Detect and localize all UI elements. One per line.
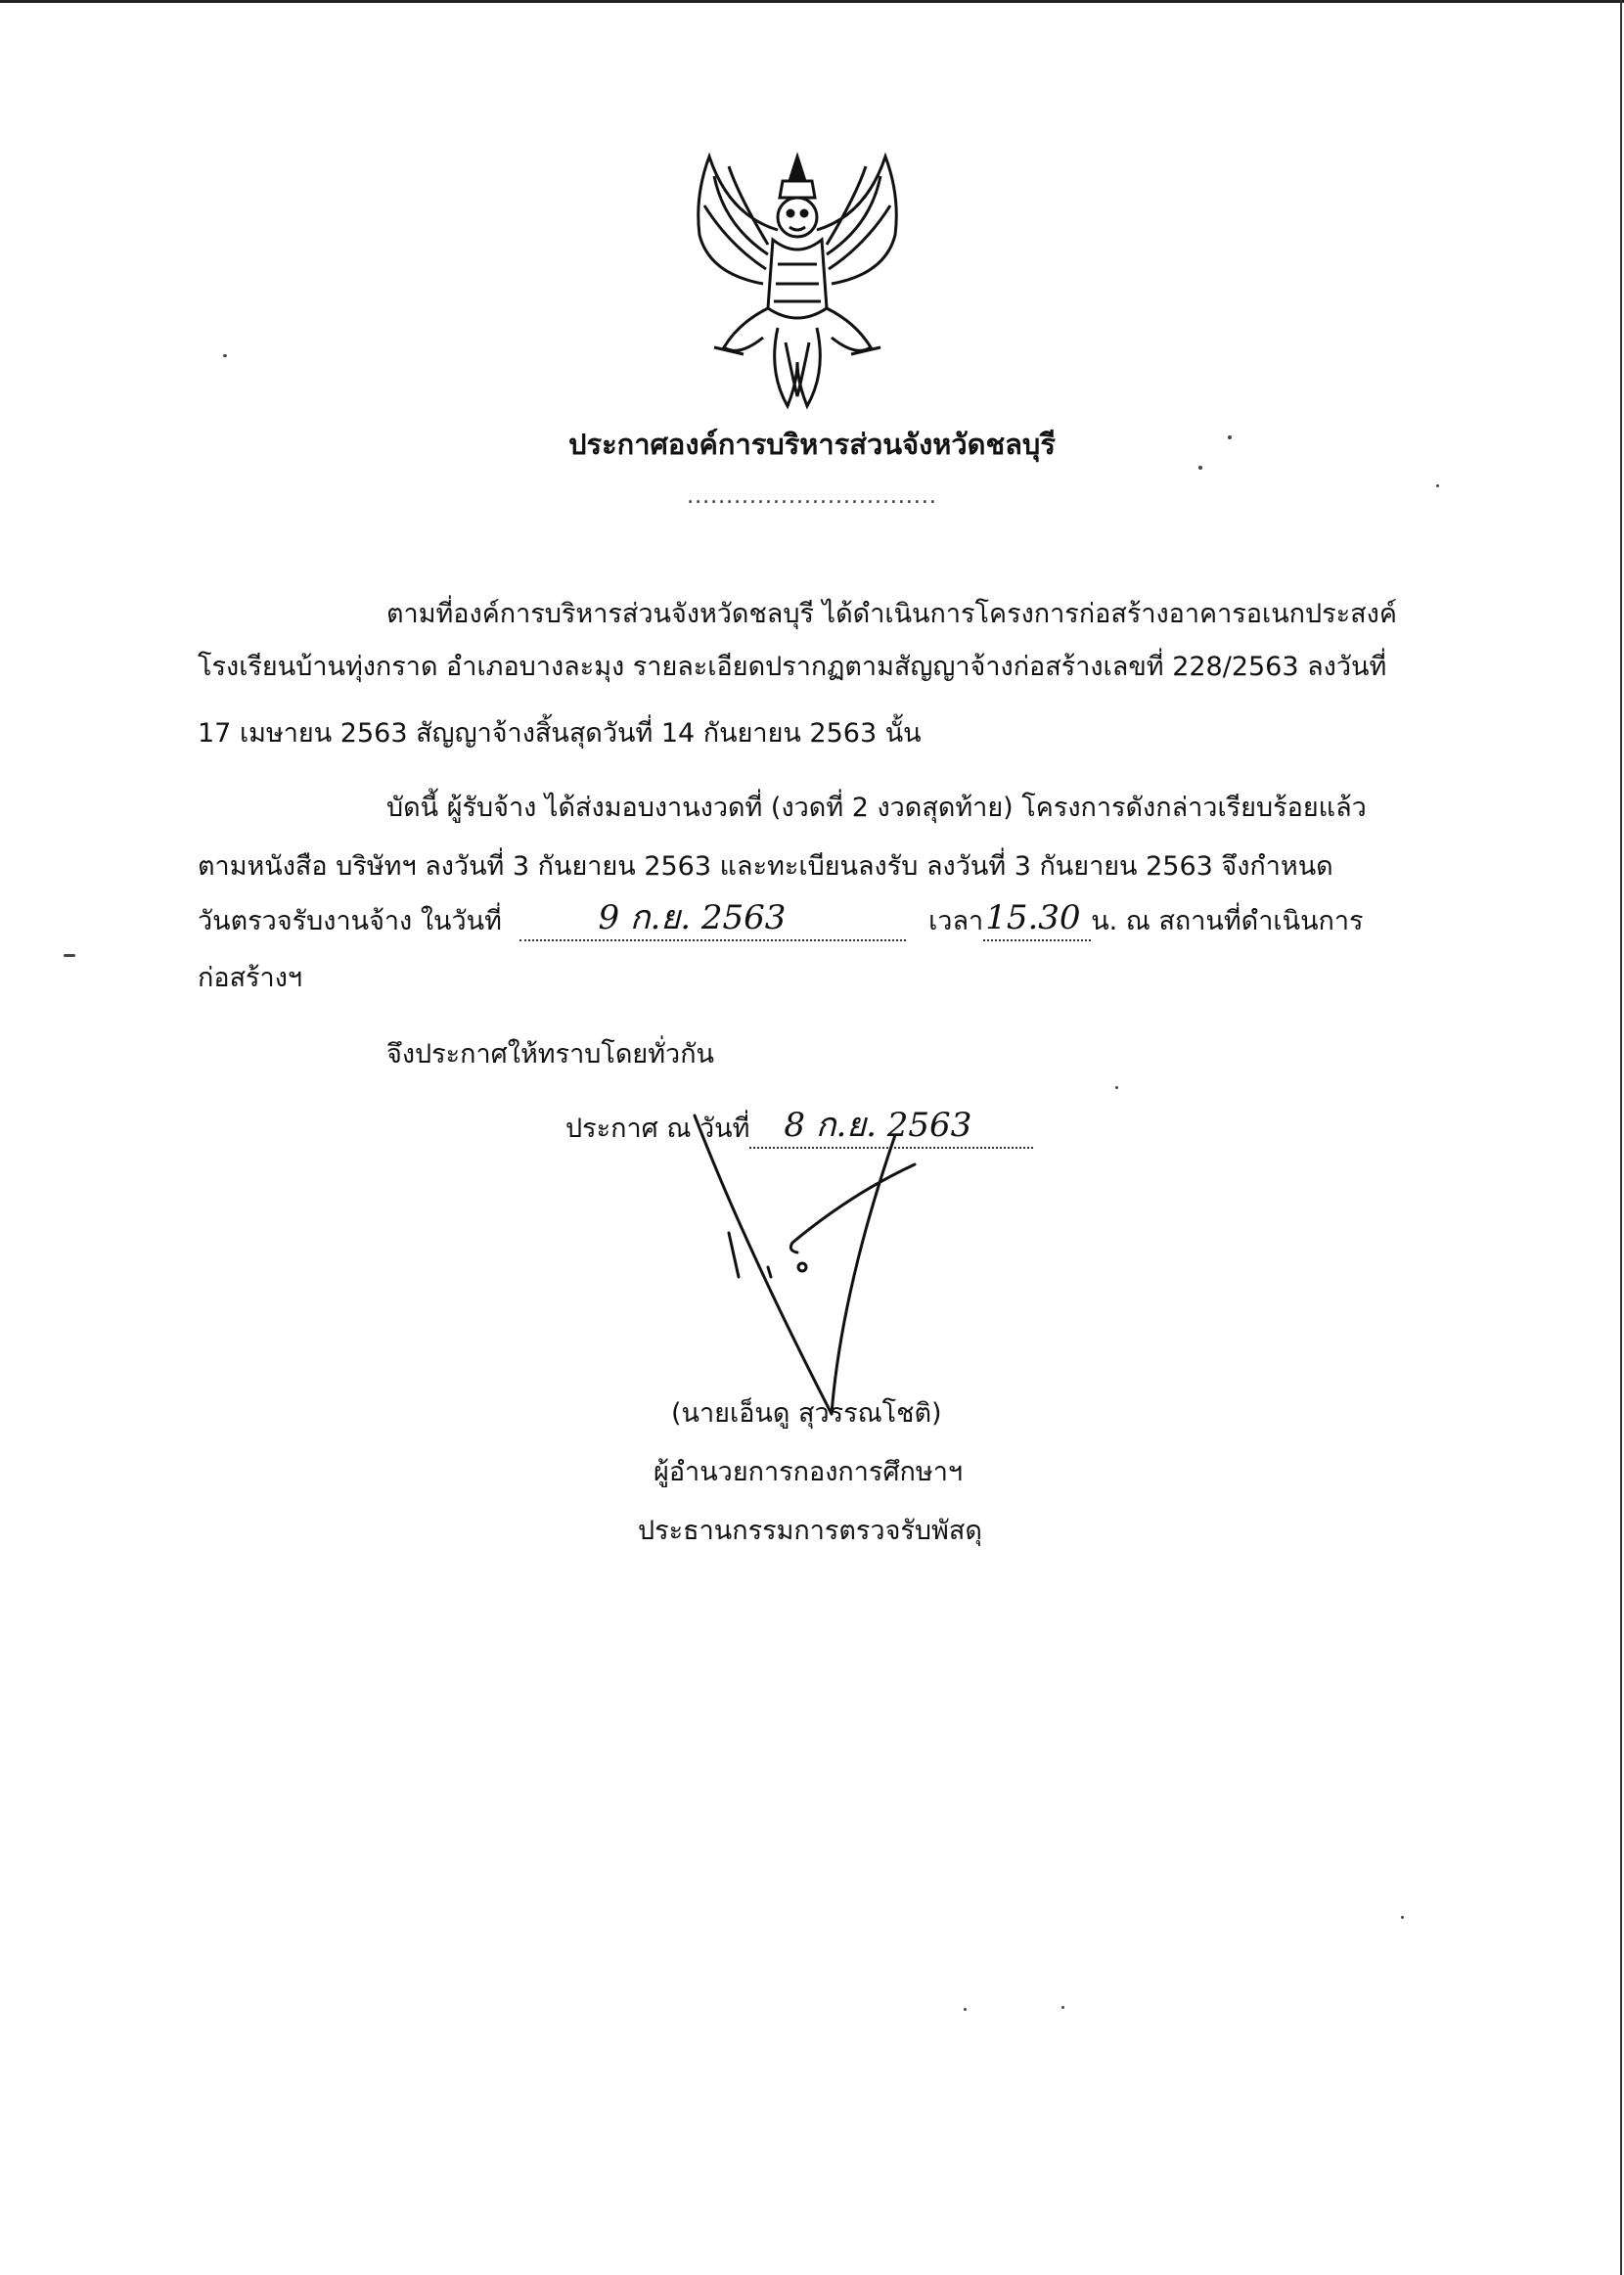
scan-speck xyxy=(1115,1086,1118,1089)
paragraph-2-line-4: ก่อสร้างฯ xyxy=(198,963,303,993)
scan-speck xyxy=(64,954,75,957)
scan-speck xyxy=(1198,466,1202,470)
paragraph-2-line-1: บัดนี้ ผู้รับจ้าง ได้ส่งมอบงานงวดที่ (งวดที่ 2 งวดสุดท้าย) โครงการดังกล่าวเรียบร้อยแล้ว xyxy=(386,793,1367,823)
scan-speck xyxy=(964,2008,967,2011)
time-suffix: น. ณ สถานที่ดำเนินการ xyxy=(1091,906,1364,936)
signatory-name: (นายเอ็นดู สุวรรณโชติ) xyxy=(671,1398,942,1429)
announce-date-handwritten: 8 ก.ย. 2563 xyxy=(784,1106,972,1145)
scan-speck xyxy=(1228,435,1232,439)
scan-speck xyxy=(223,354,227,357)
handwritten-signature xyxy=(685,1096,978,1438)
signatory-position: ผู้อำนวยการกองการศึกษาฯ xyxy=(654,1457,964,1487)
announce-date-label: ประกาศ ณ วันที่ xyxy=(565,1114,750,1144)
inspection-date-field xyxy=(519,898,906,941)
paragraph-1-line-3: 17 เมษายน 2563 สัญญาจ้างสิ้นสุดวันที่ 14 กันยายน 2563 นั้น xyxy=(198,718,922,749)
closing-statement: จึงประกาศให้ทราบโดยทั่วกัน xyxy=(386,1039,714,1069)
right-border xyxy=(1620,0,1622,2275)
signatory-role: ประธานกรรมการตรวจรับพัสดุ xyxy=(638,1516,982,1546)
inspection-time-field xyxy=(983,898,1091,941)
scan-speck xyxy=(1436,484,1439,487)
title-separator: ................................ xyxy=(687,484,937,509)
time-label: เวลา xyxy=(928,906,984,936)
paragraph-1-line-2: โรงเรียนบ้านทุ่งกราด อำเภอบางละมุง รายละเอียดปรากฏตามสัญญาจ้างก่อสร้างเลขที่ 228/2563 ลงวันที่ xyxy=(198,652,1387,682)
paragraph-2-line-3 xyxy=(198,898,1364,941)
inspection-date-handwritten: 9 ก.ย. 2563 xyxy=(598,898,787,937)
inspection-date-label: วันตรวจรับงานจ้าง ในวันที่ xyxy=(198,906,502,936)
scan-speck xyxy=(1401,1916,1404,1919)
paragraph-1-line-1: ตามที่องค์การบริหารส่วนจังหวัดชลบุรี ได้ดำเนินการโครงการก่อสร้างอาคารอเนกประสงค์ xyxy=(386,599,1397,629)
paragraph-2-line-2: ตามหนังสือ บริษัทฯ ลงวันที่ 3 กันยายน 2563 และทะเบียนลงรับ ลงวันที่ 3 กันยายน 2563 จึงกำหนด xyxy=(198,851,1333,882)
garuda-emblem xyxy=(670,137,925,416)
top-border xyxy=(0,0,1624,3)
scan-speck xyxy=(1061,2006,1064,2009)
inspection-time-handwritten: 15.30 xyxy=(985,898,1081,937)
announcement-title: ประกาศองค์การบริหารส่วนจังหวัดชลบุรี xyxy=(568,428,1056,461)
